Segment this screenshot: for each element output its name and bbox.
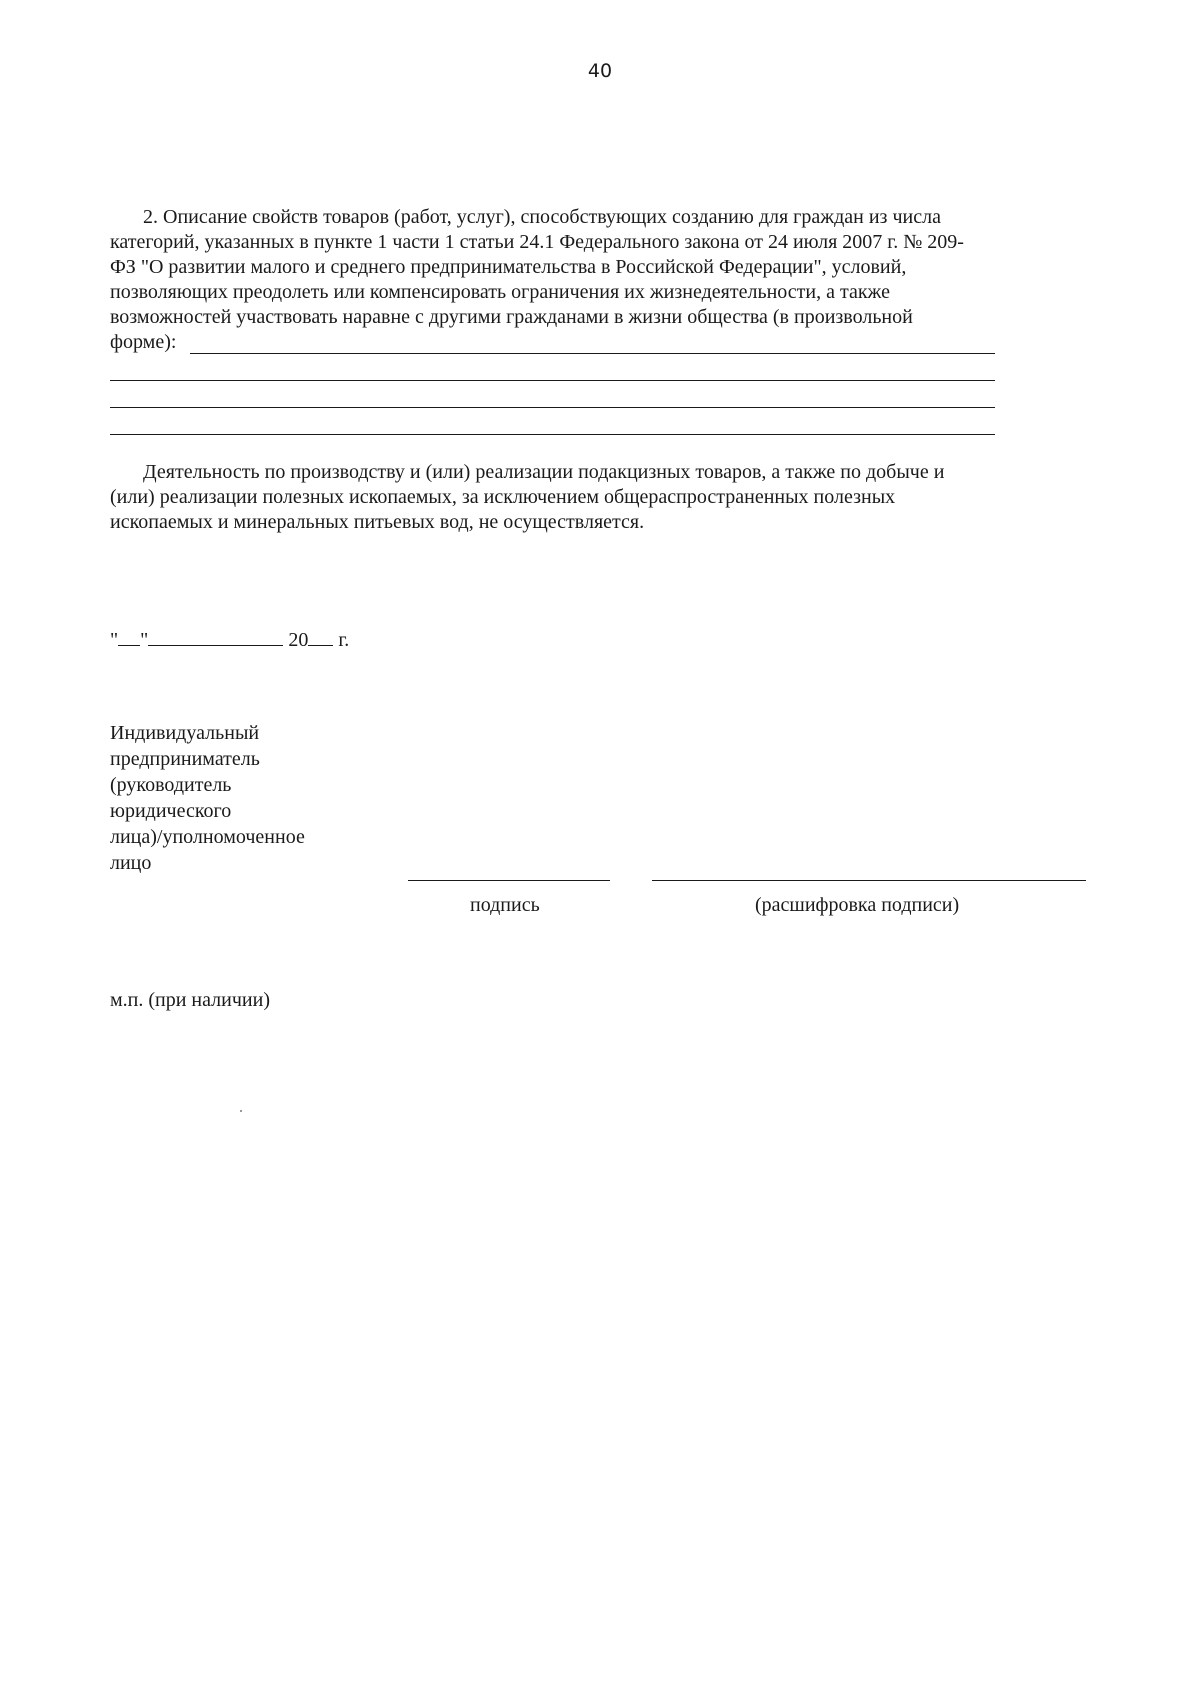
section-2-line: ФЗ "О развитии малого и среднего предпринимательства в Российской Федерации", условий, xyxy=(110,256,907,278)
signer-title xyxy=(110,720,350,876)
excise-line: ископаемых и минеральных питьевых вод, не осуществляется. xyxy=(110,511,645,533)
excise-statement xyxy=(110,460,1085,535)
signature-decoding-caption: (расшифровка подписи) xyxy=(755,894,960,916)
answer-line[interactable] xyxy=(110,407,995,408)
signer-line: юридического xyxy=(110,800,232,822)
date-quote-close: " xyxy=(140,629,149,651)
section-2-line: возможностей участвовать наравне с другими гражданами в жизни общества (в произвольной xyxy=(110,306,913,328)
section-2-line: позволяющих преодолеть или компенсировать ограничения их жизнедеятельности, а также xyxy=(110,281,890,303)
excise-line: Деятельность по производству и (или) реализации подакцизных товаров, а также по добыче и xyxy=(143,461,945,483)
signature-caption: подпись xyxy=(470,894,540,916)
year-prefix: 20 xyxy=(288,629,309,651)
stamp-place-label: м.п. (при наличии) xyxy=(110,989,270,1011)
page-number: 40 xyxy=(587,60,613,82)
excise-line: (или) реализации полезных ископаемых, за исключением общераспространенных полезных xyxy=(110,486,896,508)
section-2-line: 2. Описание свойств товаров (работ, услуг), способствующих созданию для граждан из числа xyxy=(143,206,941,228)
section-2-line: категорий, указанных в пункте 1 части 1 статьи 24.1 Федерального закона от 24 июля 2007 г. № 209- xyxy=(110,231,964,253)
date-line xyxy=(110,627,349,653)
signature-decoding-line[interactable] xyxy=(652,880,1086,881)
form-answer-row xyxy=(110,330,1085,355)
answer-line[interactable] xyxy=(190,353,995,354)
signer-line: Индивидуальный xyxy=(110,722,260,744)
day-blank[interactable] xyxy=(118,627,140,646)
signer-line: лицо xyxy=(110,852,152,874)
scan-speck xyxy=(240,1110,242,1112)
section-2-description xyxy=(110,205,1085,330)
month-blank[interactable] xyxy=(148,627,283,646)
signer-line: предприниматель xyxy=(110,748,260,770)
answer-line[interactable] xyxy=(110,434,995,435)
signer-line: лица)/уполномоченное xyxy=(110,826,305,848)
signature-line[interactable] xyxy=(408,880,610,881)
signer-line: (руководитель xyxy=(110,774,232,796)
year-blank[interactable] xyxy=(308,627,333,646)
form-label: форме): xyxy=(110,331,177,353)
answer-line[interactable] xyxy=(110,380,995,381)
date-quote-open: " xyxy=(110,629,119,651)
year-suffix: г. xyxy=(338,629,350,651)
